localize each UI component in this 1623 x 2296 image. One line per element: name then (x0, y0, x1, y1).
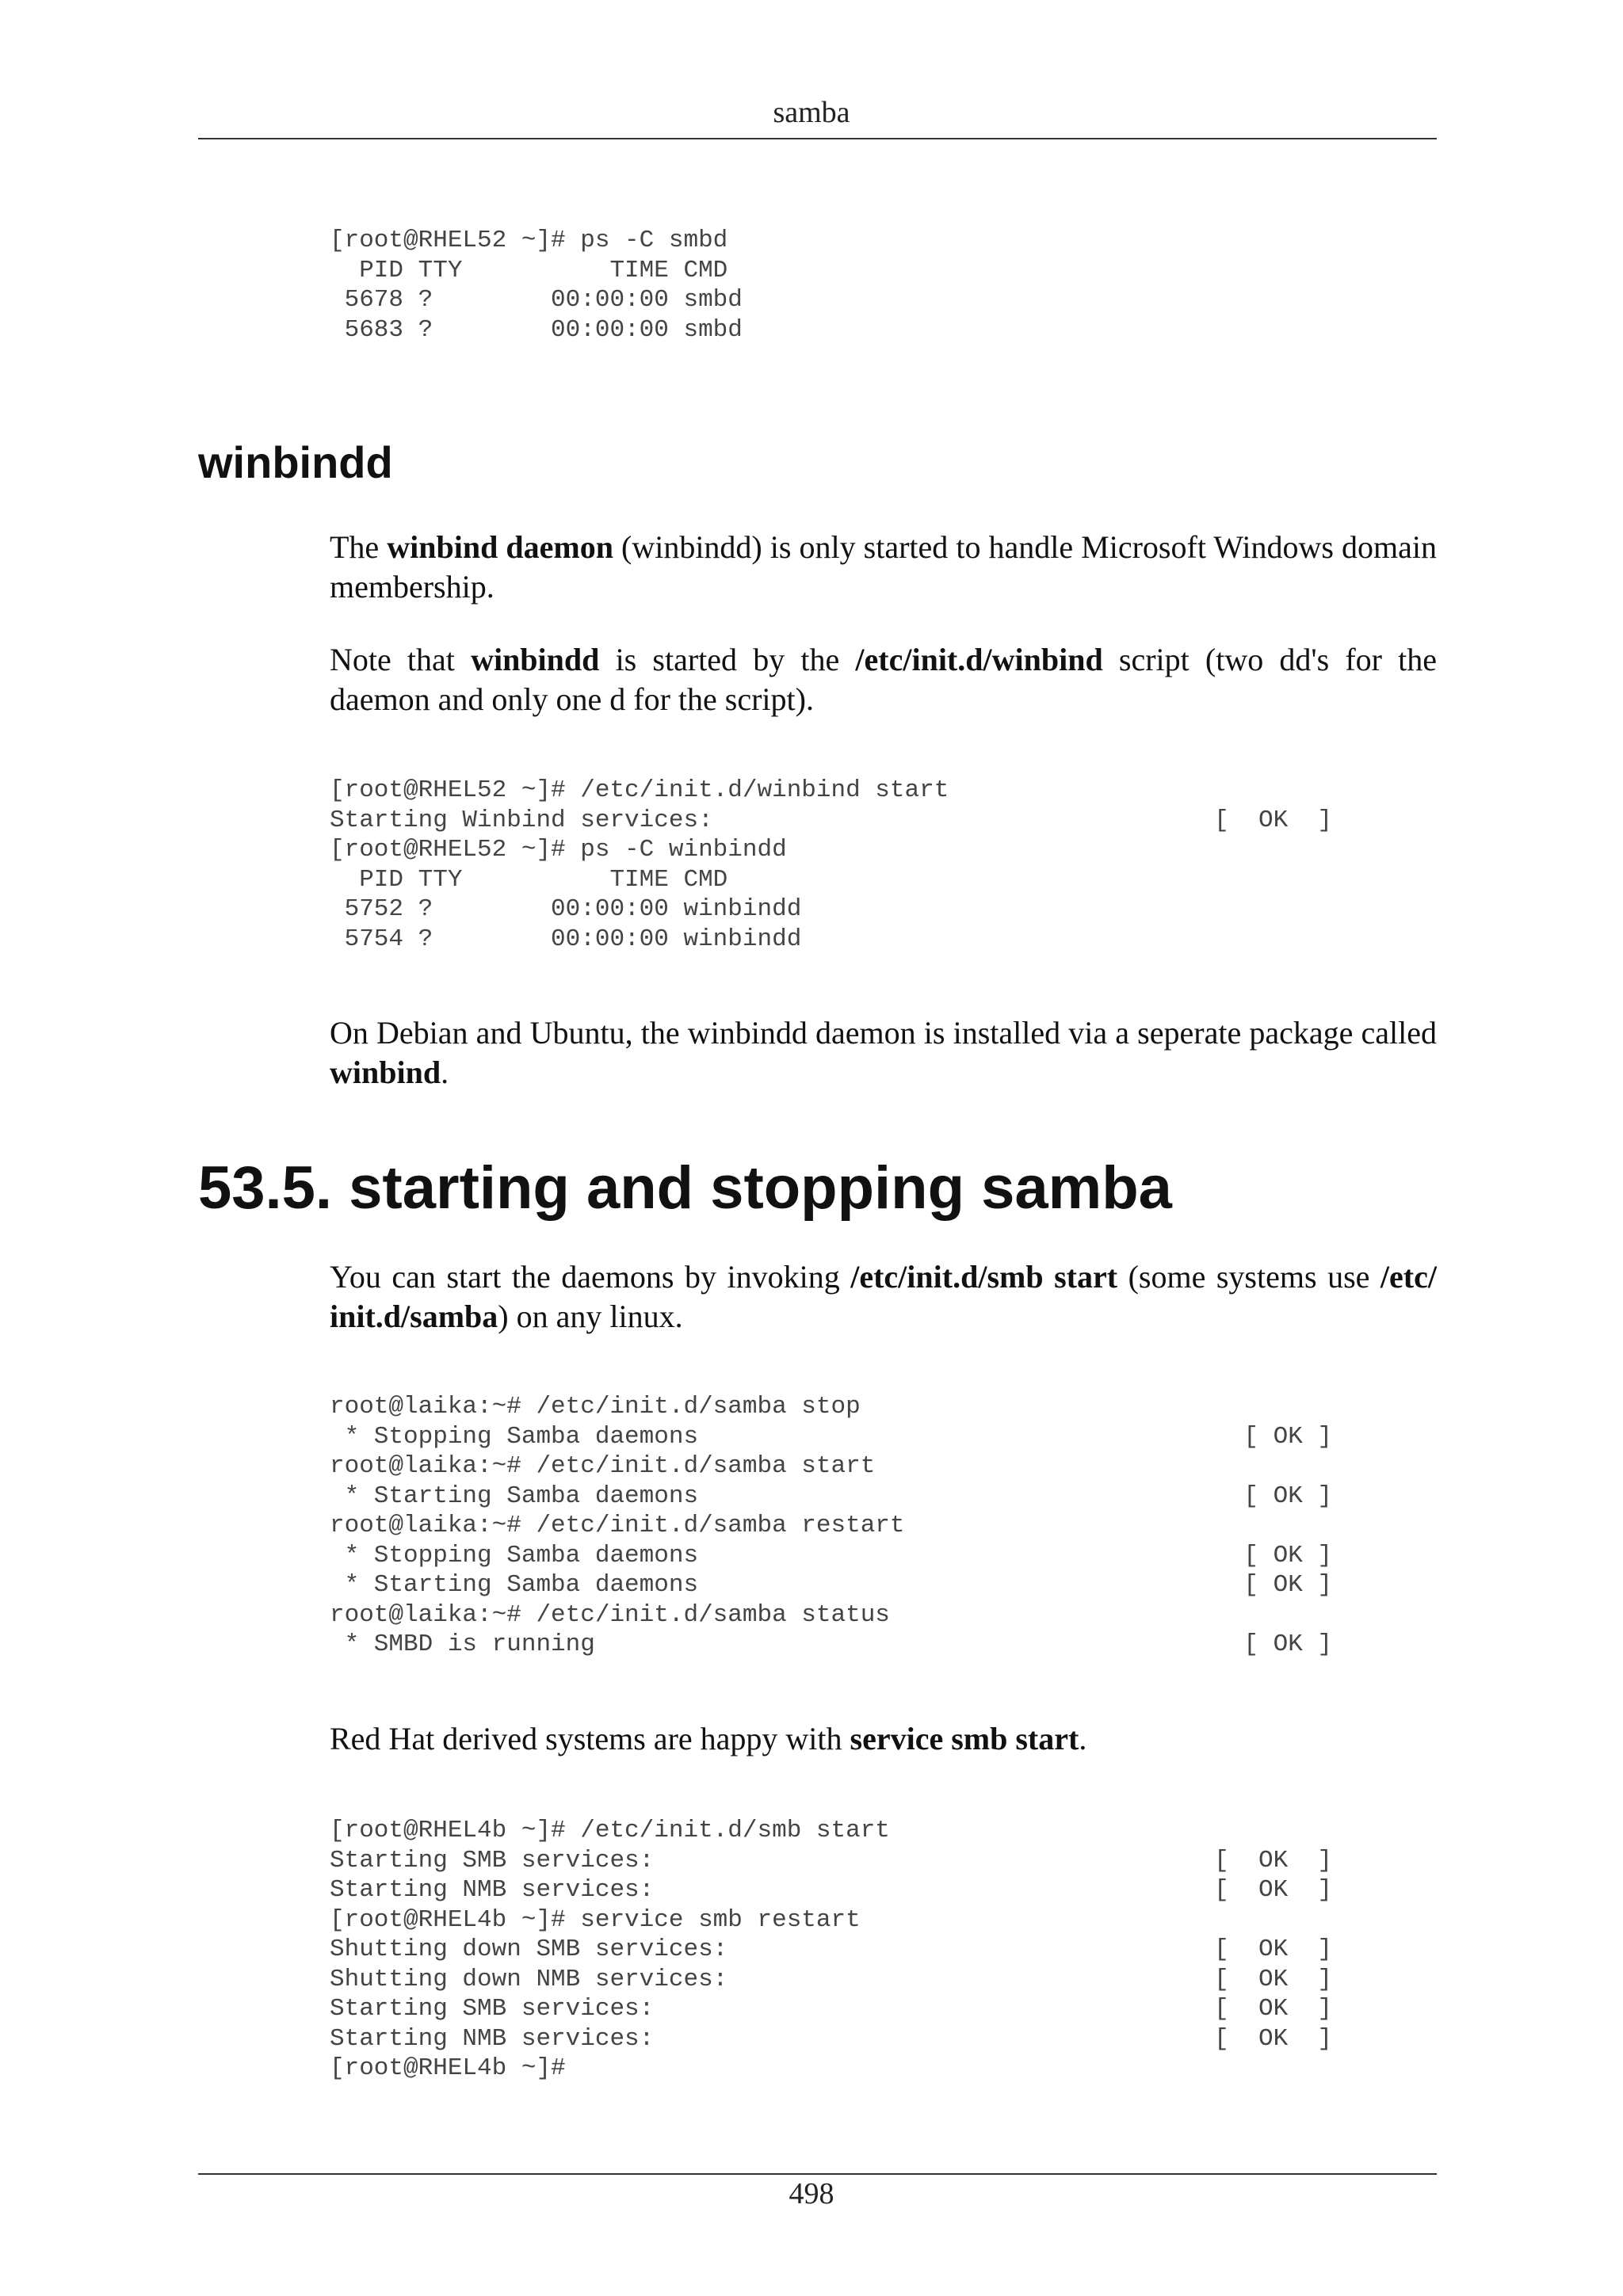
code-line: 5683 ? 00:00:00 smbd (330, 315, 743, 344)
paragraph-winbindd-script: Note that winbindd is started by the /etc/init.d/winbind script (two dd's for the daemon and only one d for the script). (330, 642, 1438, 717)
paragraph-debian-ubuntu: On Debian and Ubuntu, the winbindd daemon is installed via a seperate package called winbind. (330, 1015, 1437, 1090)
paragraph-winbind-daemon: The winbind daemon (winbindd) is only started to handle Microsoft Windows domain membership. (330, 529, 1437, 605)
code-block-winbind (330, 776, 1332, 954)
footer-rule (198, 2173, 1437, 2175)
running-header: samba (773, 96, 850, 129)
code-line: [root@RHEL4b ~]# service smb restart (330, 1905, 861, 1934)
code-line: * Stopping Samba daemons [ OK ] (330, 1541, 1333, 1569)
code-line: root@laika:~# /etc/init.d/samba start (330, 1452, 876, 1480)
code-line: Starting NMB services: [ OK ] (330, 1876, 1333, 1904)
code-line: * Stopping Samba daemons [ OK ] (330, 1422, 1333, 1451)
code-line: * Starting Samba daemons [ OK ] (330, 1482, 1333, 1510)
code-line: root@laika:~# /etc/init.d/samba restart (330, 1512, 905, 1539)
code-line: [root@RHEL4b ~]# /etc/init.d/smb start (330, 1817, 890, 1844)
code-line: Shutting down NMB services: [ OK ] (330, 1965, 1333, 1993)
code-block-smb-service (330, 1816, 1332, 2084)
code-line: PID TTY TIME CMD (330, 256, 728, 284)
header-rule (198, 138, 1437, 139)
section-heading-winbindd: winbindd (198, 437, 393, 487)
code-line: [root@RHEL52 ~]# ps -C winbindd (330, 836, 787, 864)
code-line: root@laika:~# /etc/init.d/samba status (330, 1600, 890, 1629)
section-heading-starting-stopping: 53.5. starting and stopping samba (198, 1154, 1172, 1222)
code-line: Starting SMB services: [ OK ] (330, 1846, 1333, 1875)
code-block-samba-init (330, 1392, 1332, 1660)
code-line: root@laika:~# /etc/init.d/samba stop (330, 1393, 861, 1421)
code-line: [root@RHEL4b ~]# (330, 2054, 566, 2082)
page-number: 498 (789, 2177, 834, 2210)
code-line: [root@RHEL52 ~]# /etc/init.d/winbind start (330, 776, 949, 804)
code-line: PID TTY TIME CMD (330, 865, 728, 894)
code-line: 5754 ? 00:00:00 winbindd (330, 925, 802, 953)
code-line: Starting Winbind services: [ OK ] (330, 806, 1333, 834)
code-line: * SMBD is running [ OK ] (330, 1630, 1333, 1658)
code-line: Starting SMB services: [ OK ] (330, 1995, 1333, 2023)
code-line: * Starting Samba daemons [ OK ] (330, 1571, 1333, 1599)
code-block-ps-smbd (330, 226, 743, 345)
code-line: 5678 ? 00:00:00 smbd (330, 286, 743, 314)
code-line: 5752 ? 00:00:00 winbindd (330, 895, 802, 923)
paragraph-red-hat: Red Hat derived systems are happy with service smb start. (330, 1721, 1087, 1756)
code-line: Starting NMB services: [ OK ] (330, 2024, 1333, 2053)
paragraph-start-daemons: You can start the daemons by invoking /etc/init.d/smb start (some systems use /etc/ init.d/samba) on any linux. (330, 1259, 1437, 1334)
code-line: Shutting down SMB services: [ OK ] (330, 1936, 1333, 1963)
code-line: [root@RHEL52 ~]# ps -C smbd (330, 227, 728, 254)
